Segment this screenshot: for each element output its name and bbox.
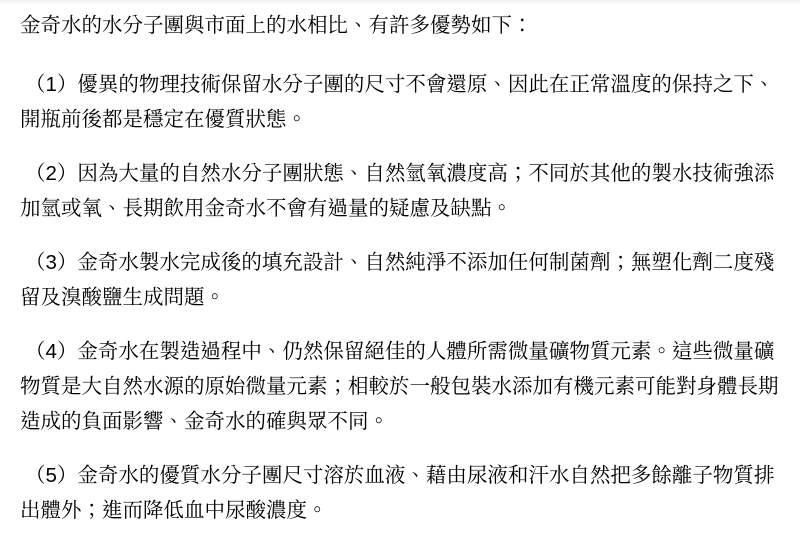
advantage-paragraph-5: （5）金奇水的優質水分子團尺寸溶於血液、藉由尿液和汗水自然把多餘離子物質排出體外；進而降低血中尿酸濃度。: [20, 464, 775, 522]
advantage-paragraph-4: （4）金奇水在製造過程中、仍然保留絕佳的人體所需微量礦物質元素。這些微量礦物質是大自然水源的原始微量元素；相較於一般包裝水添加有機元素可能對身體長期造成的負面影響、金奇水的確與眾不同。: [20, 340, 779, 433]
intro-text: 金奇水的水分子團與市面上的水相比、有許多優勢如下：: [20, 14, 533, 37]
advantage-paragraph-3: （3）金奇水製水完成後的填充設計、自然純淨不添加任何制菌劑；無塑化劑二度殘留及溴酸鹽生成問題。: [20, 251, 775, 309]
advantage-paragraph-2: （2）因為大量的自然水分子團狀態、自然氫氧濃度高；不同於其他的製水技術強添加氫或氧、長期飲用金奇水不會有過量的疑慮及缺點。: [20, 162, 775, 220]
advantage-paragraph-1: （1）優異的物理技術保留水分子團的尺寸不會還原、因此在正常溫度的保持之下、開瓶前後都是穩定在優質狀態。: [20, 73, 775, 131]
